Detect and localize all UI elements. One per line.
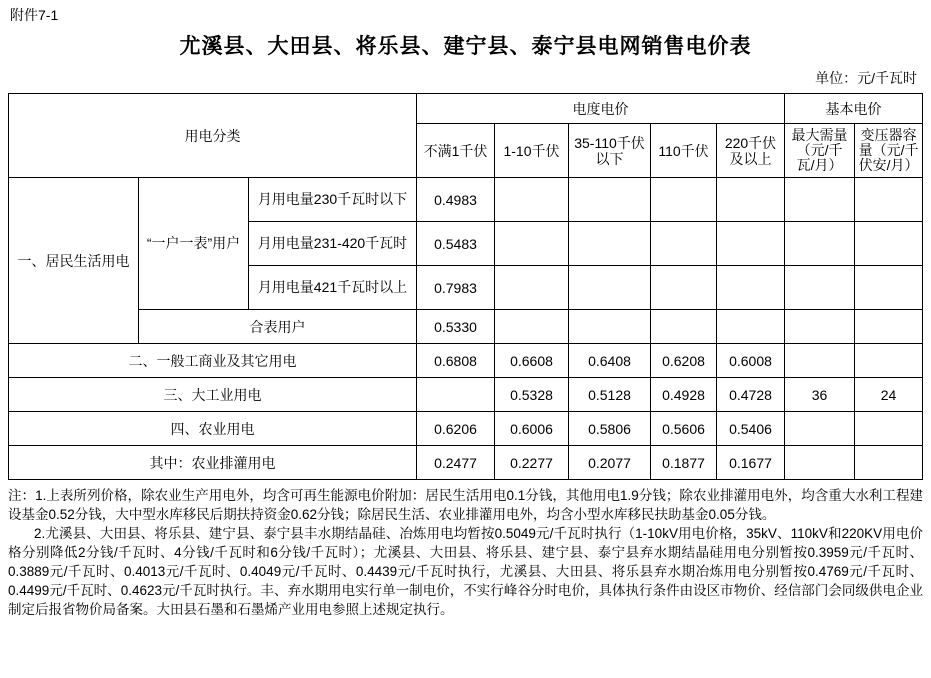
value-cell [785,266,855,310]
value-cell [495,178,569,222]
value-cell [651,222,717,266]
value-cell: 0.4983 [417,178,495,222]
tier-under-230kwh: 月用电量230千瓦时以下 [249,178,417,222]
table-row [9,412,923,446]
category-agriculture-irrigation: 其中：农业排灌用电 [9,446,417,480]
table-row [9,178,923,222]
value-cell: 0.5406 [717,412,785,446]
value-cell: 0.5483 [417,222,495,266]
value-cell: 0.5128 [569,378,651,412]
header-basic-price: 基本电价 [785,94,923,124]
value-cell [717,178,785,222]
value-cell [569,222,651,266]
electricity-price-table [8,93,923,480]
footnote-2: 2.尤溪县、大田县、将乐县、建宁县、泰宁县丰水期结晶硅、冶炼用电均暂按0.5049元/千瓦时执行（1-10kV用电价格，35kV、110kV和220KV用电价格分别降低2分钱/千瓦时、4分钱/千瓦时和6分钱/千瓦时）；尤溪县、大田县、将乐县、建宁县、泰宁县弃水期结晶硅用电分别暂按0.3959元/千瓦时、0.3889元/千瓦时、0.4013元/千瓦时、0.4049元/千瓦时、0.4439元/千瓦时执行，尤溪县、大田县、将乐县弃水期冶炼用电分别暂按0.4769元/千瓦时、0.4499元/千瓦时、0.4623元/千瓦时执行。丰、弃水期用电实行单一制电价，不实行峰谷分时电价，具体执行条件由设区市物价、经信部门会同级供电企业制定后报省物价局备案。大田县石墨和石墨烯产业用电参照上述规定执行。 [8,526,923,617]
value-cell: 36 [785,378,855,412]
page-title: 尤溪县、大田县、将乐县、建宁县、泰宁县电网销售电价表 [179,35,752,58]
table-row [9,344,923,378]
header-voltage-110kv: 110千伏 [651,124,717,178]
tier-above-421kwh: 月用电量421千瓦时以上 [249,266,417,310]
value-cell [569,310,651,344]
value-cell: 0.5328 [495,378,569,412]
value-cell: 0.6206 [417,412,495,446]
value-cell: 0.6808 [417,344,495,378]
header-voltage-35-110kv: 35-110千伏以下 [569,124,651,178]
unit-note: 单位：元/千瓦时 [815,70,917,86]
value-cell: 0.6208 [651,344,717,378]
footnotes [8,486,923,619]
header-max-demand: 最大需量（元/千瓦/月） [785,124,855,178]
value-cell [569,178,651,222]
category-residential: 一、居民生活用电 [9,178,139,344]
value-cell: 0.5606 [651,412,717,446]
value-cell [785,412,855,446]
value-cell [717,222,785,266]
value-cell: 24 [855,378,923,412]
value-cell [651,266,717,310]
value-cell: 0.4728 [717,378,785,412]
value-cell [855,412,923,446]
category-general-commercial: 二、一般工商业及其它用电 [9,344,417,378]
value-cell [495,310,569,344]
value-cell: 0.2277 [495,446,569,480]
value-cell [855,178,923,222]
value-cell [495,222,569,266]
value-cell [785,178,855,222]
value-cell [855,344,923,378]
value-cell [855,222,923,266]
header-category: 用电分类 [9,94,417,178]
value-cell: 0.1877 [651,446,717,480]
value-cell [717,266,785,310]
table-row [9,446,923,480]
value-cell: 0.5330 [417,310,495,344]
document-reference: 附件7-1 [10,7,59,23]
category-large-industry: 三、大工业用电 [9,378,417,412]
table-row [9,378,923,412]
value-cell [855,310,923,344]
value-cell [785,310,855,344]
header-voltage-1-10kv: 1-10千伏 [495,124,569,178]
value-cell [651,310,717,344]
value-cell [785,222,855,266]
value-cell [855,266,923,310]
tier-231-420kwh: 月用电量231-420千瓦时 [249,222,417,266]
subcategory-one-household-one-meter: “一户一表”用户 [139,178,249,310]
category-agriculture: 四、农业用电 [9,412,417,446]
table-row [9,310,923,344]
value-cell: 0.6006 [495,412,569,446]
value-cell: 0.5806 [569,412,651,446]
value-cell [651,178,717,222]
value-cell [495,266,569,310]
value-cell: 0.1677 [717,446,785,480]
footnote-1: 注：1.上表所列价格，除农业生产用电外，均含可再生能源电价附加：居民生活用电0.1分钱，其他用电1.9分钱；除农业排灌用电外，均含重大水利工程建设基金0.52分钱，大中型水库移民后期扶持资金0.62分钱；除居民生活、农业排灌用电外，均含小型水库移民扶助基金0.05分钱。 [8,488,923,522]
subcategory-combined-meter: 合表用户 [139,310,417,344]
header-transformer-capacity: 变压器容量（元/千伏安/月） [855,124,923,178]
value-cell: 0.4928 [651,378,717,412]
value-cell [417,378,495,412]
value-cell [569,266,651,310]
header-energy-price: 电度电价 [417,94,785,124]
header-voltage-under-1kv: 不满1千伏 [417,124,495,178]
value-cell: 0.6608 [495,344,569,378]
value-cell [717,310,785,344]
value-cell [855,446,923,480]
value-cell [785,446,855,480]
value-cell: 0.2077 [569,446,651,480]
table-header-group-row [9,94,923,124]
value-cell: 0.7983 [417,266,495,310]
value-cell: 0.2477 [417,446,495,480]
value-cell [785,344,855,378]
value-cell: 0.6408 [569,344,651,378]
value-cell: 0.6008 [717,344,785,378]
header-voltage-220kv: 220千伏及以上 [717,124,785,178]
